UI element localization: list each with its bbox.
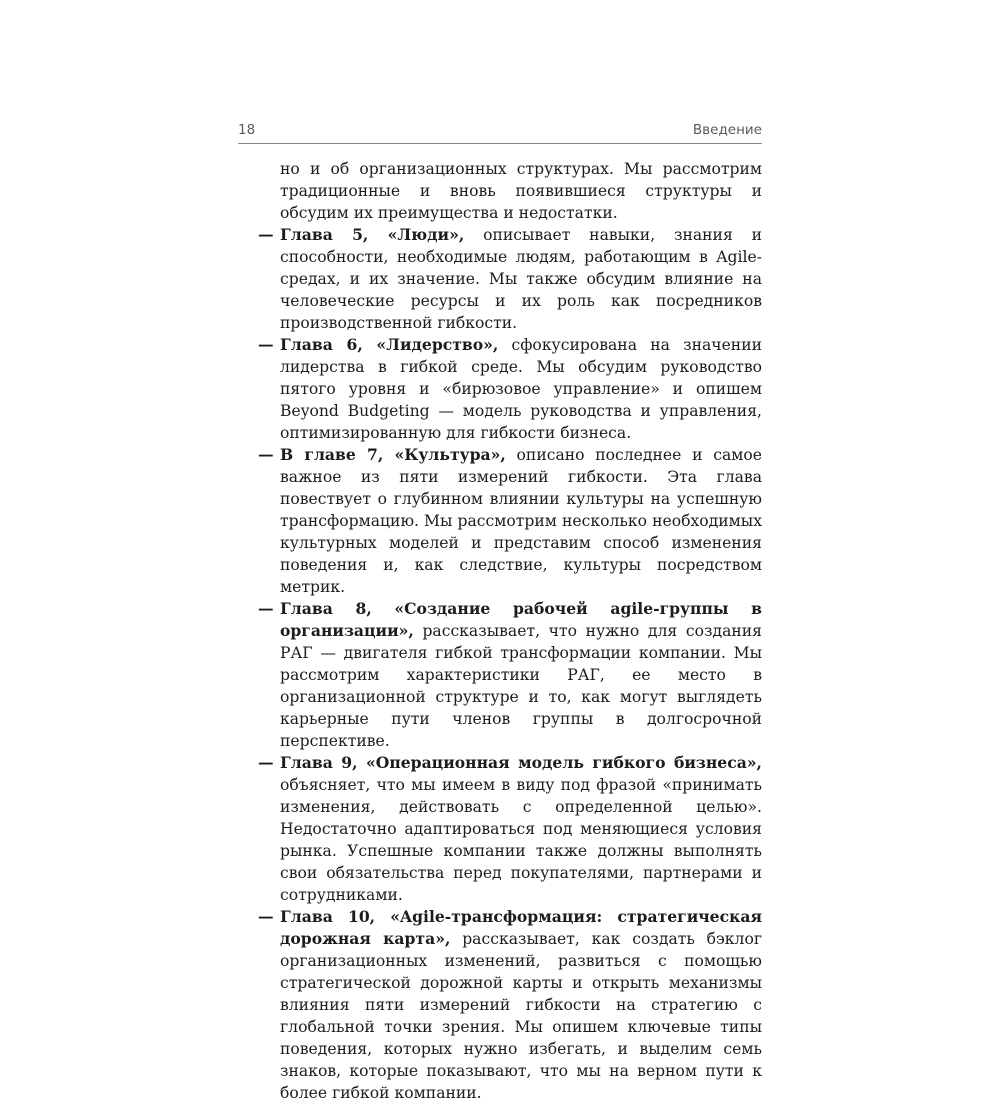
chapter-description: объясняет, что мы имеем в виду под фразой «принимать изменения, действовать с определенной целью». Недостаточно адаптироваться под меняющиеся условия рынка. Успешные компании также должны выполнять свои обязательства перед покупателями, партнерами и сотрудниками.	[280, 776, 762, 904]
list-dash: —	[258, 907, 274, 926]
list-dash: —	[258, 753, 274, 772]
list-dash: —	[258, 599, 274, 618]
chapter-description: сфокусирована на значении лидерства в гибкой среде. Мы обсудим руководство пятого уровня и «бирюзовое управление» и опишем Beyond Budgeting — модель руководства и управления, оптимизированную для гибкости бизнеса.	[280, 336, 762, 442]
chapter-lead: Глава 8, «Создание рабочей agile-группы в организации»,	[280, 599, 762, 640]
chapter-lead: Глава 5, «Люди»,	[280, 225, 465, 244]
chapter-description: рассказывает, как создать бэклог организационных изменений, развиться с помощью стратегической дорожной карты и открыть механизмы влияния пяти измерений гибкости на стратегию с глобальной точки зрения. Мы опишем ключевые типы поведения, которых нужно избегать, и выделим семь знаков, которые показывают, что мы на верном пути к более гибкой компании.	[280, 930, 762, 1102]
chapter-description: рассказывает, что нужно для создания РАГ — двигателя гибкой трансформации компании. Мы рассмотрим характеристики РАГ, ее место в организационной структуре и то, как могут выглядеть карьерные пути членов группы в долгосрочной перспективе.	[280, 622, 762, 750]
running-header	[238, 122, 762, 142]
chapter-description: описывает навыки, знания и способности, необходимые людям, работающим в Agile-средах, и их значение. Мы также обсудим влияние на человеческие ресурсы и их роль как посредников производственной гибкости.	[280, 226, 762, 332]
list-item-chapter-6	[238, 334, 762, 444]
list-item-chapter-9	[238, 752, 762, 906]
chapter-description: описано последнее и самое важное из пяти измерений гибкости. Эта глава повествует о глубинном влиянии культуры на успешную трансформацию. Мы рассмотрим несколько необходимых культурных моделей и представим способ изменения поведения и, как следствие, культуры посредством метрик.	[280, 446, 762, 596]
continuation-paragraph: но и об организационных структурах. Мы рассмотрим традиционные и вновь появившиеся структуры и обсудим их преимущества и недостатки.	[280, 160, 762, 222]
list-item-chapter-7	[238, 444, 762, 598]
list-dash: —	[258, 225, 274, 244]
section-title: Введение	[692, 122, 762, 138]
chapter-lead: Глава 9, «Операционная модель гибкого бизнеса»,	[280, 753, 762, 772]
list-dash: —	[258, 335, 274, 354]
list-item-chapter-5	[238, 224, 762, 334]
page-number: 18	[238, 122, 256, 138]
list-dash: —	[258, 445, 274, 464]
list-item-chapter-8	[238, 598, 762, 752]
chapter-lead: Глава 10, «Agile-трансформация: стратегическая дорожная карта»,	[280, 907, 762, 948]
header-rule	[238, 143, 762, 144]
list-item-chapter-10	[238, 906, 762, 1104]
body-text	[238, 158, 762, 1104]
chapter-lead: В главе 7, «Культура»,	[280, 445, 506, 464]
chapter-lead: Глава 6, «Лидерство»,	[280, 335, 499, 354]
